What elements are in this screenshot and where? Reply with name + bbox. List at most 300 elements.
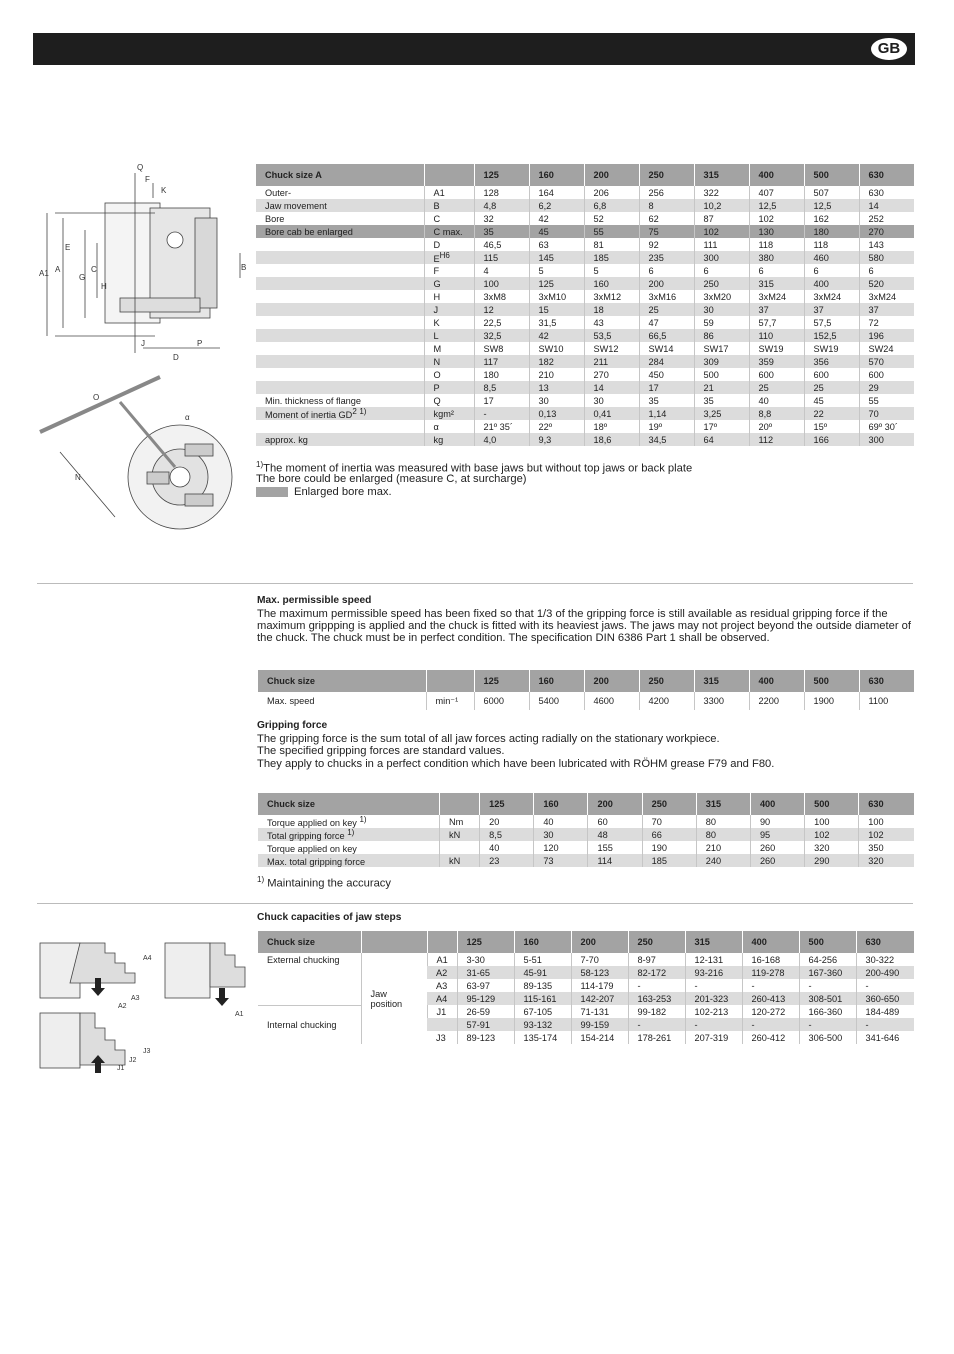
table-row xyxy=(256,433,914,446)
cell: 43 xyxy=(584,316,639,329)
label-j3: J3 xyxy=(143,1048,151,1055)
table-row xyxy=(258,854,914,867)
cell: 71-131 xyxy=(571,1005,628,1018)
cell: 163-253 xyxy=(628,992,685,1005)
cell: 356 xyxy=(804,355,859,368)
cell: 154-214 xyxy=(571,1031,628,1044)
row-symbol-text: P xyxy=(433,382,440,393)
header-size: 500 xyxy=(804,164,859,186)
row-symbol xyxy=(424,290,474,303)
cell: 93-132 xyxy=(514,1018,571,1031)
cell: 507 xyxy=(804,186,859,199)
cell: 152,5 xyxy=(804,329,859,342)
cell: 69º 30´ xyxy=(859,420,914,433)
cell: 12-131 xyxy=(685,953,742,966)
cell: 4,0 xyxy=(474,433,529,446)
header-size: 400 xyxy=(749,670,804,692)
row-label-text: Moment of inertia GD xyxy=(265,410,353,421)
row-symbol-text: α xyxy=(433,421,439,432)
cell: 600 xyxy=(749,368,804,381)
cell: 8,5 xyxy=(474,381,529,394)
cell: 53,5 xyxy=(584,329,639,342)
row-symbol xyxy=(424,394,474,407)
header-unit xyxy=(426,670,474,692)
cell: 15 xyxy=(529,303,584,316)
cell: 0,41 xyxy=(584,407,639,420)
cell: SW10 xyxy=(529,342,584,355)
cell: 600 xyxy=(804,368,859,381)
row-symbol xyxy=(424,316,474,329)
grip-line-3: They apply to chucks in a perfect condition which have been lubricated with RÖHM grease F79 and F80. xyxy=(257,758,775,770)
cell: 118 xyxy=(804,238,859,251)
cell: 55 xyxy=(859,394,914,407)
cell: 320 xyxy=(859,854,914,867)
cell: 178-261 xyxy=(628,1031,685,1044)
capacity-heading: Chuck capacities of jaw steps xyxy=(257,912,402,923)
gd-note-mark: 1) xyxy=(359,407,367,417)
header-size: 500 xyxy=(804,670,859,692)
footnote-mark: 1) xyxy=(257,875,265,884)
e-superscript: H6 xyxy=(439,251,450,260)
table-row xyxy=(256,212,914,225)
cell: 45 xyxy=(804,394,859,407)
cell: 130 xyxy=(749,225,804,238)
header-size: 200 xyxy=(584,670,639,692)
cell: 64 xyxy=(694,433,749,446)
cell: 5-51 xyxy=(514,953,571,966)
cell: 235 xyxy=(639,251,694,264)
cell: 62 xyxy=(639,212,694,225)
label-a4: A4 xyxy=(143,955,152,962)
cell: 30 xyxy=(694,303,749,316)
row-label xyxy=(256,303,424,316)
cell: 37 xyxy=(859,303,914,316)
cell: 58-123 xyxy=(571,966,628,979)
header-size: 160 xyxy=(534,793,588,815)
cell: 3xM10 xyxy=(529,290,584,303)
label-f: F xyxy=(145,175,150,184)
legend-swatch xyxy=(256,487,288,497)
cell: 102 xyxy=(805,828,859,841)
cell: 92 xyxy=(639,238,694,251)
label-ja1: A1 xyxy=(235,1011,244,1018)
cell: 23 xyxy=(480,854,534,867)
header-size: 630 xyxy=(859,164,914,186)
row-symbol-text: A1 xyxy=(433,187,445,198)
table-row xyxy=(256,251,914,264)
cell: SW19 xyxy=(804,342,859,355)
row-label xyxy=(256,277,424,290)
cell: 322 xyxy=(694,186,749,199)
cell: 5400 xyxy=(529,692,584,710)
cell: 250 xyxy=(694,277,749,290)
row-symbol xyxy=(424,433,474,446)
header-size: 160 xyxy=(514,931,571,953)
note-inertia-text: The moment of inertia was measured with base jaws but without top jaws or back plate xyxy=(263,462,693,475)
cell: 31,5 xyxy=(529,316,584,329)
capacity-table xyxy=(258,931,914,1044)
cell: 40 xyxy=(480,841,534,854)
cell: 210 xyxy=(696,841,750,854)
row-symbol xyxy=(424,329,474,342)
header-size: 125 xyxy=(474,670,529,692)
cell: - xyxy=(628,1018,685,1031)
cell: 72 xyxy=(859,316,914,329)
table-row xyxy=(256,342,914,355)
cell: - xyxy=(685,979,742,992)
cell: SW17 xyxy=(694,342,749,355)
cell: 320 xyxy=(805,841,859,854)
cell: 1900 xyxy=(804,692,859,710)
header-unit xyxy=(440,793,480,815)
header-size: 630 xyxy=(859,793,914,815)
cell: 102 xyxy=(749,212,804,225)
row-label-text: Bore xyxy=(265,213,285,224)
cell: 17 xyxy=(639,381,694,394)
row-symbol-text: N xyxy=(433,356,441,367)
cell: 1100 xyxy=(859,692,914,710)
table-row xyxy=(256,316,914,329)
cell: 89-123 xyxy=(457,1031,514,1044)
cell: 3,25 xyxy=(694,407,749,420)
row-symbol: A2 xyxy=(427,966,457,979)
row-label xyxy=(256,420,424,433)
row-symbol xyxy=(424,212,474,225)
cell: 162 xyxy=(804,212,859,225)
table-row xyxy=(258,815,914,828)
row-label xyxy=(256,329,424,342)
cell: 580 xyxy=(859,251,914,264)
cell: 0,13 xyxy=(529,407,584,420)
cell: 112 xyxy=(749,433,804,446)
row-symbol: A3 xyxy=(436,980,448,991)
cell: 42 xyxy=(529,329,584,342)
row-note-mark: 1) xyxy=(359,815,367,824)
cell: 142-207 xyxy=(571,992,628,1005)
row-symbol-text: C max. xyxy=(433,226,463,237)
cell: 135-174 xyxy=(514,1031,571,1044)
cell: 260 xyxy=(750,841,804,854)
cell: SW14 xyxy=(639,342,694,355)
row-symbol xyxy=(424,342,474,355)
speed-heading: Max. permissible speed xyxy=(257,595,372,606)
cell: 450 xyxy=(639,368,694,381)
cell: 95 xyxy=(750,828,804,841)
cell: 2200 xyxy=(749,692,804,710)
cell: 407 xyxy=(749,186,804,199)
cell: 30-322 xyxy=(856,953,914,966)
header-size: 630 xyxy=(856,931,914,953)
row-label xyxy=(256,199,424,212)
row-symbol-text: Q xyxy=(433,395,441,406)
header-size: 125 xyxy=(474,164,529,186)
cell: 4200 xyxy=(639,692,694,710)
cell: 26-59 xyxy=(457,1005,514,1018)
row-label xyxy=(258,815,440,828)
header-size: 630 xyxy=(859,670,914,692)
cell: 3xM8 xyxy=(474,290,529,303)
label-p: P xyxy=(197,339,203,348)
cell: 260 xyxy=(750,854,804,867)
cell: 66,5 xyxy=(639,329,694,342)
cell: 290 xyxy=(805,854,859,867)
cell: 341-646 xyxy=(856,1031,914,1044)
cell: 10,2 xyxy=(694,199,749,212)
speed-text: The maximum permissible speed has been fixed so that 1/3 of the gripping force is still available as residual gripping force if the maximum grippping is applied and the chuck is fitted with its heaviest jaws. The jaws may not project beyond the outside diameter of the chuck. The chuck must be in perfect condition. The specification DIN 6386 Part 1 shall be observed. xyxy=(257,608,911,644)
table-row xyxy=(256,394,914,407)
cell: 143 xyxy=(859,238,914,251)
cell: 14 xyxy=(584,381,639,394)
cell: 3xM20 xyxy=(694,290,749,303)
header-size: 315 xyxy=(696,793,750,815)
row-label xyxy=(258,841,440,854)
label-c: C xyxy=(91,265,97,274)
table-row xyxy=(256,186,914,199)
cell: 400 xyxy=(804,277,859,290)
cell: 93-216 xyxy=(685,966,742,979)
row-symbol xyxy=(424,264,474,277)
cell: 32 xyxy=(474,212,529,225)
cell: 80 xyxy=(696,828,750,841)
table-row xyxy=(256,368,914,381)
cell: 18 xyxy=(584,303,639,316)
table-row xyxy=(256,264,914,277)
cell: 60 xyxy=(588,815,642,828)
header-size: 160 xyxy=(529,670,584,692)
cell: 201-323 xyxy=(685,992,742,1005)
cell: 18º xyxy=(584,420,639,433)
cell: 270 xyxy=(859,225,914,238)
cell: 166 xyxy=(804,433,859,446)
cell: 87 xyxy=(694,212,749,225)
row-label xyxy=(256,186,424,199)
cell: 29 xyxy=(859,381,914,394)
cell: 63-97 xyxy=(457,979,514,992)
cell: 182 xyxy=(529,355,584,368)
label-k: K xyxy=(161,186,167,195)
header-size: 200 xyxy=(588,793,642,815)
header-chuck-size: Chuck size xyxy=(258,670,426,692)
cell: 40 xyxy=(749,394,804,407)
cell: 25 xyxy=(749,381,804,394)
cell: 166-360 xyxy=(799,1005,856,1018)
row-symbol xyxy=(424,186,474,199)
row-symbol: A4 xyxy=(427,992,457,1005)
cell: 22 xyxy=(804,407,859,420)
external-chucking-label: External chucking xyxy=(258,953,361,1005)
header-size: 200 xyxy=(584,164,639,186)
cell: 309 xyxy=(694,355,749,368)
cell: - xyxy=(856,1018,914,1031)
cell: 8-97 xyxy=(628,953,685,966)
row-label-text: Max. total gripping force xyxy=(267,857,366,868)
cell: 8 xyxy=(639,199,694,212)
cell: 70 xyxy=(859,407,914,420)
row-symbol-text: K xyxy=(433,317,440,328)
footnote-text: Maintaining the accuracy xyxy=(267,877,391,890)
row-symbol-text: L xyxy=(433,330,439,341)
grip-heading: Gripping force xyxy=(257,720,328,731)
header-size: 250 xyxy=(639,164,694,186)
cell: 59 xyxy=(694,316,749,329)
table-row xyxy=(256,407,914,420)
cell: 25 xyxy=(804,381,859,394)
row-note-mark: 1) xyxy=(347,828,355,838)
row-label xyxy=(256,407,424,420)
cell: 164 xyxy=(529,186,584,199)
label-a2: A2 xyxy=(118,1003,127,1010)
label-j2: J2 xyxy=(129,1057,137,1064)
cell: 252 xyxy=(859,212,914,225)
row-label xyxy=(256,238,424,251)
row-symbol-text: D xyxy=(433,239,441,250)
cell: 32,5 xyxy=(474,329,529,342)
row-symbol xyxy=(424,381,474,394)
cell: 206 xyxy=(584,186,639,199)
cell: 17º xyxy=(694,420,749,433)
grip-line-2: The specified gripping forces are standard values. xyxy=(257,745,505,757)
cell: 110 xyxy=(749,329,804,342)
cell: 5 xyxy=(529,264,584,277)
cell: 46,5 xyxy=(474,238,529,251)
cell: 17 xyxy=(474,394,529,407)
cell: 102 xyxy=(859,828,914,841)
row-label xyxy=(256,212,424,225)
cell: 306-500 xyxy=(799,1031,856,1044)
cell: 359 xyxy=(749,355,804,368)
row-label xyxy=(258,854,440,867)
row-label xyxy=(256,316,424,329)
cell: 9,3 xyxy=(529,433,584,446)
row-symbol-text: G xyxy=(433,278,441,289)
cell: 308-501 xyxy=(799,992,856,1005)
cell: 100 xyxy=(474,277,529,290)
table-row xyxy=(256,290,914,303)
row-label xyxy=(256,342,424,355)
cell: 14 xyxy=(859,199,914,212)
cell: 630 xyxy=(859,186,914,199)
row-label xyxy=(256,251,424,264)
header-size: 125 xyxy=(480,793,534,815)
label-a: A xyxy=(55,265,61,274)
row-label xyxy=(256,290,424,303)
label-d: D xyxy=(173,353,179,362)
cell: 57,5 xyxy=(804,316,859,329)
cell: SW8 xyxy=(474,342,529,355)
row-symbol xyxy=(424,355,474,368)
row-label xyxy=(258,828,440,841)
cell: SW19 xyxy=(749,342,804,355)
table-row xyxy=(258,1005,914,1018)
cell: 315 xyxy=(749,277,804,290)
cell: 460 xyxy=(804,251,859,264)
label-n: N xyxy=(75,473,81,482)
cell: 210 xyxy=(529,368,584,381)
cell: 111 xyxy=(694,238,749,251)
table-row xyxy=(256,355,914,368)
cell: 40 xyxy=(534,815,588,828)
row-label-text: Outer- xyxy=(265,187,292,198)
cell: 6000 xyxy=(474,692,529,710)
label-g: G xyxy=(79,273,86,282)
cell: 125 xyxy=(529,277,584,290)
cell: - xyxy=(685,1018,742,1031)
cell: 185 xyxy=(642,854,696,867)
cell: 115-161 xyxy=(514,992,571,1005)
header-size: 500 xyxy=(805,793,859,815)
row-symbol xyxy=(424,420,474,433)
row-label-text: approx. kg xyxy=(265,434,308,445)
label-q: Q xyxy=(137,163,144,172)
cell: SW24 xyxy=(859,342,914,355)
row-symbol xyxy=(427,1018,457,1031)
cell: 37 xyxy=(804,303,859,316)
row-label xyxy=(256,433,424,446)
header-blank xyxy=(427,931,457,953)
cell: 8,5 xyxy=(480,828,534,841)
divider xyxy=(37,583,913,584)
row-symbol xyxy=(424,368,474,381)
row-label-text: Total gripping force xyxy=(267,831,345,842)
cell: 102-213 xyxy=(685,1005,742,1018)
cell: 128 xyxy=(474,186,529,199)
label-j: J xyxy=(141,339,145,348)
row-symbol-text: C xyxy=(433,213,441,224)
header-size: 400 xyxy=(742,931,799,953)
cell: 20º xyxy=(749,420,804,433)
cell: 117 xyxy=(474,355,529,368)
header-size: 315 xyxy=(694,670,749,692)
label-o: O xyxy=(93,393,100,402)
cell: 22,5 xyxy=(474,316,529,329)
cell: 4 xyxy=(474,264,529,277)
header-size: 200 xyxy=(571,931,628,953)
table-row xyxy=(256,420,914,433)
cell: 3xM24 xyxy=(859,290,914,303)
cell: 18,6 xyxy=(584,433,639,446)
label-a1: A1 xyxy=(39,269,49,278)
row-symbol-text: E xyxy=(433,254,440,265)
cell: 30 xyxy=(529,394,584,407)
row-symbol-text: O xyxy=(433,369,441,380)
cell: 6 xyxy=(804,264,859,277)
cell: 185 xyxy=(584,251,639,264)
cell: 55 xyxy=(584,225,639,238)
cell: 25 xyxy=(639,303,694,316)
row-symbol-text: kg xyxy=(433,434,444,445)
cell: 99-182 xyxy=(628,1005,685,1018)
cell: 180 xyxy=(474,368,529,381)
cell: 31-65 xyxy=(457,966,514,979)
cell: 45 xyxy=(529,225,584,238)
cell: 52 xyxy=(584,212,639,225)
row-label xyxy=(256,381,424,394)
cell: 12,5 xyxy=(804,199,859,212)
row-label xyxy=(256,355,424,368)
cell: 190 xyxy=(642,841,696,854)
cell: 6 xyxy=(749,264,804,277)
cell: 520 xyxy=(859,277,914,290)
cell: 5 xyxy=(584,264,639,277)
cell: 114-179 xyxy=(571,979,628,992)
row-label-text: Torque applied on key xyxy=(267,818,357,829)
cell: 67-105 xyxy=(514,1005,571,1018)
cell: 6 xyxy=(859,264,914,277)
cell: 99-159 xyxy=(571,1018,628,1031)
cell: SW12 xyxy=(584,342,639,355)
cell: 15º xyxy=(804,420,859,433)
header-chuck-size: Chuck size xyxy=(258,931,361,953)
